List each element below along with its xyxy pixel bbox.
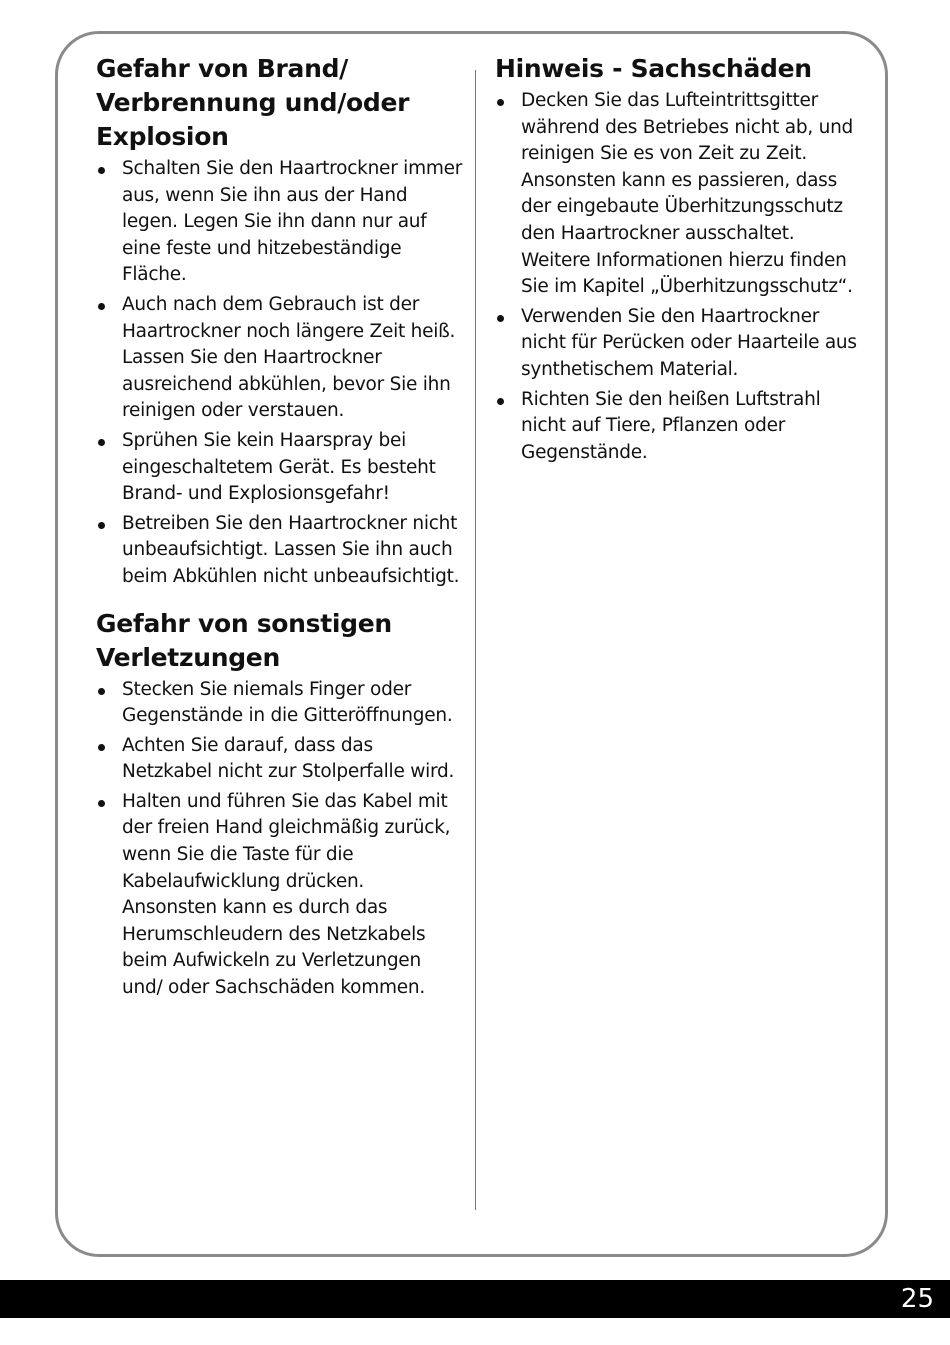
list-item-text: Richten Sie den heißen Luftstrahl nicht auf Tiere, Pflanzen oder Gegenstände. bbox=[521, 388, 821, 463]
list-item-text: Halten und führen Sie das Kabel mit der freien Hand gleichmäßig zurück, wenn Sie die Taste für die Kabelaufwicklung drücken. Ansonsten kann es durch das Herumschleudern des Netzkabels beim Aufwickeln zu Verletzungen und/ oder Sachschäden kommen. bbox=[122, 790, 451, 999]
list-item bbox=[96, 789, 464, 1002]
section-other-injuries bbox=[96, 607, 464, 1002]
section-heading: Gefahr von sonstigen Verletzungen bbox=[96, 608, 392, 672]
bullet-icon bbox=[98, 439, 105, 446]
bullet-icon bbox=[98, 167, 105, 174]
list-item-text: Auch nach dem Gebrauch ist der Haartrockner noch längere Zeit heiß. Lassen Sie den Haartrockner ausreichend abkühlen, bevor Sie ihn reinigen oder verstauen. bbox=[122, 293, 456, 422]
list-item-text: Betreiben Sie den Haartrockner nicht unbeaufsichtigt. Lassen Sie ihn auch beim Abkühlen nicht unbeaufsichtigt. bbox=[122, 512, 460, 587]
list-item bbox=[96, 428, 464, 508]
list-item bbox=[96, 511, 464, 591]
list-item-text: Schalten Sie den Haartrockner immer aus, wenn Sie ihn aus der Hand legen. Legen Sie ihn dann nur auf eine feste und hitzebeständige Fläche. bbox=[122, 158, 463, 286]
bullet-list bbox=[495, 88, 865, 466]
list-item bbox=[495, 304, 865, 384]
bullet-icon bbox=[98, 522, 105, 529]
list-item bbox=[495, 88, 865, 301]
bullet-list bbox=[96, 156, 464, 591]
bullet-icon bbox=[98, 688, 105, 695]
column-divider bbox=[475, 70, 476, 1210]
list-item-text: Achten Sie darauf, dass das Netzkabel nicht zur Stolperfalle wird. bbox=[122, 734, 455, 783]
list-item-text: Sprühen Sie kein Haarspray bei eingeschaltetem Gerät. Es besteht Brand- und Explosionsgefahr! bbox=[122, 429, 436, 505]
page-number: 25 bbox=[900, 1284, 934, 1314]
bullet-icon bbox=[497, 398, 504, 405]
section-property-damage bbox=[495, 52, 865, 466]
bullet-list bbox=[96, 677, 464, 1002]
list-item bbox=[96, 677, 464, 730]
bullet-icon bbox=[98, 744, 105, 751]
bullet-icon bbox=[98, 800, 105, 807]
right-column bbox=[495, 52, 865, 469]
bullet-icon bbox=[98, 303, 105, 310]
bullet-icon bbox=[497, 315, 504, 322]
list-item bbox=[96, 733, 464, 786]
list-item bbox=[96, 292, 464, 425]
list-item-text: Decken Sie das Lufteintrittsgitter während des Betriebes nicht ab, und reinigen Sie es von Zeit zu Zeit. Ansonsten kann es passieren, dass der eingebaute Überhitzungsschutz den Haartrockner ausschaltet. Weitere Informationen hierzu finden Sie im Kapitel „Überhitzungsschutz“. bbox=[521, 90, 854, 298]
list-item-text: Verwenden Sie den Haartrockner nicht für Perücken oder Haarteile aus synthetischem Material. bbox=[521, 305, 857, 380]
footer-bar bbox=[0, 1280, 950, 1318]
list-item-text: Stecken Sie niemals Finger oder Gegenstände in die Gitteröffnungen. bbox=[122, 678, 453, 727]
left-column bbox=[96, 52, 464, 1005]
section-heading: Hinweis - Sachschäden bbox=[495, 54, 812, 83]
section-heading: Gefahr von Brand/ Verbrennung und/oder Explosion bbox=[96, 54, 410, 151]
section-fire-burn-explosion bbox=[96, 52, 464, 591]
list-item bbox=[495, 387, 865, 467]
bullet-icon bbox=[497, 99, 504, 106]
list-item bbox=[96, 156, 464, 289]
